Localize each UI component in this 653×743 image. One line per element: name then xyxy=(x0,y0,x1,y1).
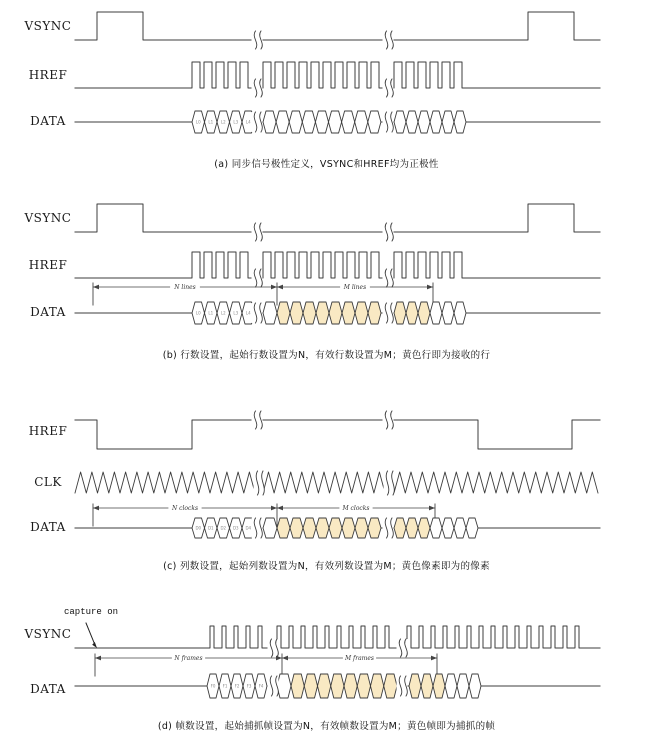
vsync-waveform xyxy=(75,626,600,648)
signal-label-data: DATA xyxy=(30,114,66,128)
vsync-waveform xyxy=(75,204,600,232)
svg-text:L0: L0 xyxy=(195,119,201,125)
signal-label-href: HREF xyxy=(28,424,68,438)
svg-text:F0: F0 xyxy=(210,683,216,689)
vsync-waveform xyxy=(75,12,600,40)
panel-c xyxy=(0,400,653,585)
svg-text:D2: D2 xyxy=(220,525,227,531)
capture-on-label: capture on xyxy=(64,607,119,617)
signal-label-data: DATA xyxy=(30,682,66,696)
clk-waveform xyxy=(75,472,598,493)
caption-b: (b) 行数设置，起始行数设置为N，有效行数设置为M；黄色行即为接收的行 xyxy=(162,350,491,361)
signal-label-vsync: VSYNC xyxy=(24,627,72,641)
href-waveform xyxy=(75,420,600,449)
svg-text:M frames: M frames xyxy=(344,655,375,663)
signal-label-clk: CLK xyxy=(34,475,62,489)
svg-text:D3: D3 xyxy=(232,525,239,531)
svg-text:L3: L3 xyxy=(233,119,239,125)
svg-text:D1: D1 xyxy=(207,525,214,531)
svg-text:D0: D0 xyxy=(195,525,202,531)
capture-on-arrow xyxy=(86,623,97,648)
svg-text:L0: L0 xyxy=(195,310,201,316)
caption-a: (a) 同步信号极性定义，VSYNC和HREF均为正极性 xyxy=(214,159,439,170)
signal-label-data: DATA xyxy=(30,520,66,534)
svg-text:L2: L2 xyxy=(220,119,226,125)
panel-b xyxy=(0,190,653,375)
signal-label-vsync: VSYNC xyxy=(24,19,72,33)
svg-text:N lines: N lines xyxy=(174,284,196,292)
signal-label-href: HREF xyxy=(28,68,68,82)
svg-text:M lines: M lines xyxy=(343,284,367,292)
svg-text:L1: L1 xyxy=(208,119,214,125)
svg-text:M clocks: M clocks xyxy=(342,505,370,513)
caption-c: (c) 列数设置，起始列数设置为N，有效列数设置为M；黄色像素即为的像素 xyxy=(163,561,490,572)
signal-label-vsync: VSYNC xyxy=(24,211,72,225)
data-bus xyxy=(75,518,600,538)
svg-text:F1: F1 xyxy=(222,683,228,689)
svg-text:D4: D4 xyxy=(245,525,252,531)
signal-label-href: HREF xyxy=(28,258,68,272)
svg-text:L1: L1 xyxy=(208,310,214,316)
dimension-arrows xyxy=(95,654,437,676)
svg-text:L2: L2 xyxy=(220,310,226,316)
data-bus xyxy=(75,302,600,324)
href-waveform xyxy=(75,62,600,88)
svg-text:N clocks: N clocks xyxy=(171,505,199,513)
svg-text:L4: L4 xyxy=(245,119,251,125)
caption-d: (d) 帧数设置，起始捕抓帧设置为N，有效帧数设置为M；黄色帧即为捕抓的帧 xyxy=(157,721,496,732)
svg-text:L4: L4 xyxy=(245,310,251,316)
data-bus xyxy=(75,111,600,133)
svg-text:F2: F2 xyxy=(234,683,240,689)
svg-text:N frames: N frames xyxy=(174,655,203,663)
panel-a xyxy=(0,0,653,185)
signal-label-data: DATA xyxy=(30,305,66,319)
dimension-arrows xyxy=(93,283,433,305)
svg-text:F4: F4 xyxy=(258,683,264,689)
svg-text:L3: L3 xyxy=(233,310,239,316)
panel-d xyxy=(0,595,653,743)
href-waveform xyxy=(75,252,600,278)
data-bus xyxy=(75,674,600,698)
svg-text:F3: F3 xyxy=(246,683,252,689)
